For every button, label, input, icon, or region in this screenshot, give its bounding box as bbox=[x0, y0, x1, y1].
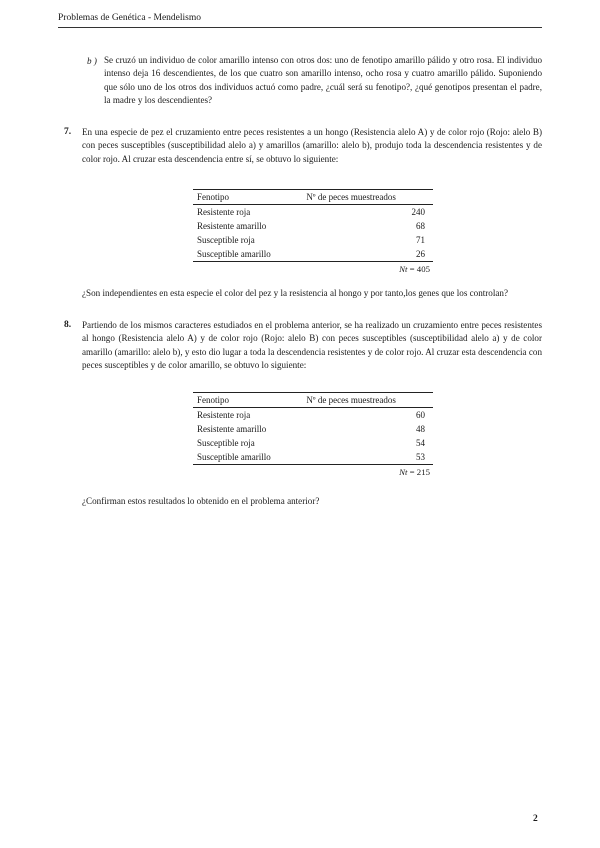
cell-count: 71 bbox=[416, 235, 425, 245]
header-title: Problemas de Genética - Mendelismo bbox=[58, 13, 201, 23]
table-row bbox=[193, 408, 433, 423]
problem-8-text: Partiendo de los mismos caracteres estudiados en el problema anterior, se ha realizado un cruzamiento entre peces resistentes al hongo (Resistencia alelo A) y de color rojo (Rojo: alelo B) con peces susceptibles (susceptibilidad alelo a) y de color amarillo (amarillo: alelo b), y esto dio lugar a toda la descendencia resistentes y de color rojo. Al cruzar esta descendencia con peces susceptibles y de color amarillo, se obtuvo lo siguiente: bbox=[82, 320, 542, 371]
problem-7-question: ¿Son independientes en esta especie el color del pez y la resistencia al hongo y por tanto,los genes que los controlan? bbox=[82, 288, 509, 298]
total-value: = 405 bbox=[409, 264, 430, 274]
cell-fenotipo: Resistente roja bbox=[197, 410, 251, 420]
problem-7-text: En una especie de pez el cruzamiento entre peces resistentes a un hongo (Resistencia alelo A) y de color rojo (Rojo: alelo B) con peces susceptibles (susceptibilidad alelo a) y amarillos (amarillo: alelo b), produjo toda la descendencia resistentes y de color rojo. Al cruzar esta descendencia entre sí, se obtuvo lo siguiente: bbox=[82, 127, 542, 164]
problem-7-table bbox=[193, 189, 433, 262]
cell-fenotipo: Resistente amarillo bbox=[197, 424, 267, 434]
problem-8-table bbox=[193, 392, 433, 465]
problem-7-total bbox=[360, 264, 430, 274]
table-row bbox=[193, 450, 433, 465]
subproblem-b-label: b ) bbox=[87, 56, 97, 66]
cell-count: 240 bbox=[411, 207, 425, 217]
table-header-row bbox=[193, 393, 433, 408]
cell-fenotipo: Resistente roja bbox=[197, 207, 251, 217]
table-row bbox=[193, 233, 433, 247]
subproblem-b-text: Se cruzó un individuo de color amarillo intenso con otros dos: uno de fenotipo amarillo pálido y otro rosa. El individuo intenso deja 16 descendientes, de los que cuatro son amarillo intenso, ocho rosa y cuatro amarillo pálido. Suponiendo que sólo uno de los otros dos individuos actuó como padre, ¿cuál será su fenotipo?, ¿qué genotipos presentan el padre, la madre y los descendientes? bbox=[104, 55, 542, 106]
page-header bbox=[58, 13, 542, 28]
column-header-count: Nº de peces muestreados bbox=[302, 393, 433, 408]
table-row bbox=[193, 219, 433, 233]
cell-fenotipo: Susceptible roja bbox=[197, 438, 255, 448]
table-row bbox=[193, 247, 433, 262]
cell-count: 26 bbox=[302, 247, 433, 262]
table-row bbox=[193, 436, 433, 450]
total-label: Nt bbox=[399, 467, 408, 477]
cell-fenotipo: Susceptible amarillo bbox=[193, 247, 302, 262]
page-number: 2 bbox=[533, 814, 538, 824]
total-value: = 215 bbox=[409, 467, 430, 477]
problem-7-number: 7. bbox=[64, 127, 72, 137]
cell-count: 48 bbox=[416, 424, 425, 434]
column-header-fenotipo: Fenotipo bbox=[193, 393, 302, 408]
problem-8-question: ¿Confirman estos resultados lo obtenido en el problema anterior? bbox=[82, 496, 320, 506]
column-header-fenotipo: Fenotipo bbox=[193, 190, 302, 205]
problem-8-total bbox=[360, 467, 430, 477]
cell-fenotipo: Resistente amarillo bbox=[197, 221, 267, 231]
table-row bbox=[193, 422, 433, 436]
cell-count: 68 bbox=[416, 221, 425, 231]
cell-fenotipo: Susceptible roja bbox=[197, 235, 255, 245]
cell-count: 60 bbox=[416, 410, 425, 420]
total-label: Nt bbox=[399, 264, 408, 274]
cell-fenotipo: Susceptible amarillo bbox=[193, 450, 302, 465]
table-header-row bbox=[193, 190, 433, 205]
cell-count: 54 bbox=[416, 438, 425, 448]
column-header-count: Nº de peces muestreados bbox=[302, 190, 433, 205]
problem-8-number: 8. bbox=[64, 320, 72, 330]
cell-count: 53 bbox=[302, 450, 433, 465]
table-row bbox=[193, 205, 433, 220]
